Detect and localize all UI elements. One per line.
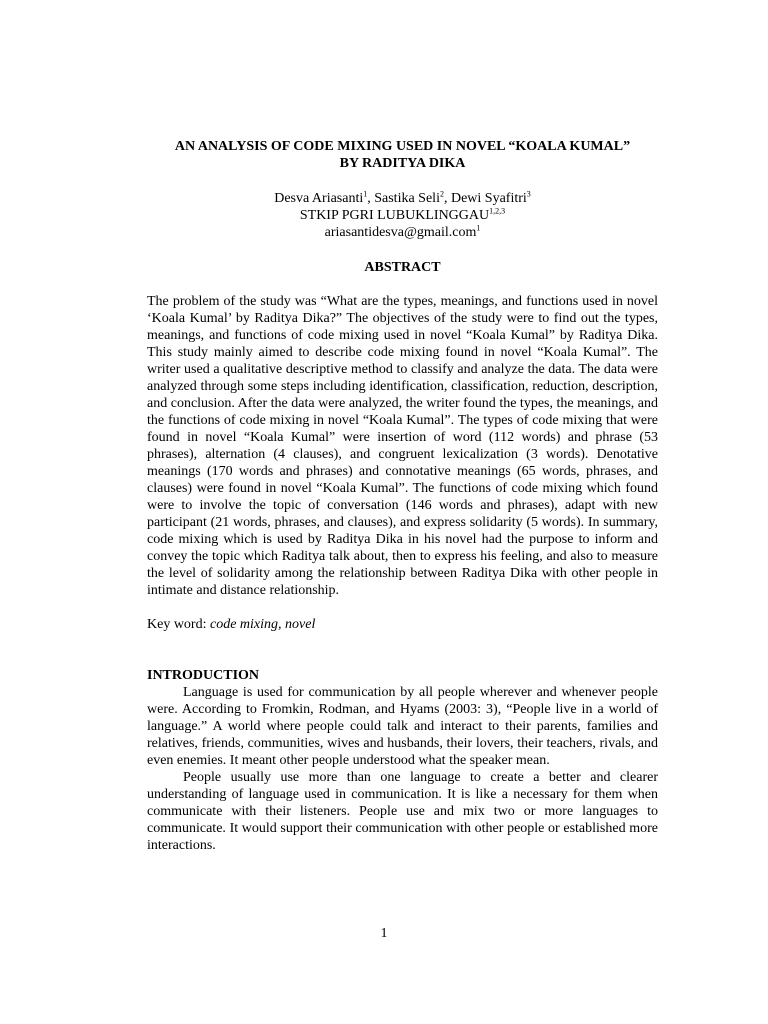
introduction-heading: INTRODUCTION [147,668,260,683]
author-2: Sastika Seli [374,191,440,206]
author-email: ariasantidesva@gmail.com [324,225,477,240]
introduction-paragraph-1: Language is used for communication by all people wherever and whenever people were. According to Fromkin, Rodman, and Hyams (2003: 3), “People live in a world of language.” A world where people could talk and interact to their parents, families and relatives, friends, communities, wives and husbands, their lovers, their teachers, rivals, and even enemies. It meant other people understood what the speaker mean. [147,685,658,768]
affiliation-superscript: 1,2,3 [489,206,506,216]
affiliation-name: STKIP PGRI LUBUKLINGGAU [299,208,490,223]
affiliation [147,207,658,224]
page-content [147,138,658,854]
email-superscript: 1 [476,223,481,233]
keywords-values: code mixing, novel [210,617,316,632]
paper-title-line-1: AN ANALYSIS OF CODE MIXING USED IN NOVEL “KOALA KUMAL” [174,139,631,154]
paper-title-line-2: BY RADITYA DIKA [339,156,466,171]
author-block [147,190,658,241]
keywords-label: Key word: [147,617,210,632]
author-email-line [147,224,658,241]
author-1-superscript: 1 [363,189,368,199]
author-separator-1: , [367,191,375,206]
author-3: Dewi Syafitri [450,191,527,206]
author-2-superscript: 2 [439,189,444,199]
author-names [147,190,658,207]
abstract-heading: ABSTRACT [364,260,441,275]
paper-title [147,138,658,172]
author-separator-2: , [443,191,451,206]
abstract-body: The problem of the study was “What are the types, meanings, and functions used in novel ‘Koala Kumal’ by Raditya Dika?” The objectives of the study were to find out the types, meanings, and functions of code mixing used in novel “Koala Kumal” by Raditya Dika. This study mainly aimed to describe code mixing found in novel “Koala Kumal”. The writer used a qualitative descriptive method to classify and analyze the data. The data were analyzed through some steps including identification, classification, reduction, description, and conclusion. After the data were analyzed, the writer found the types, the meanings, and the functions of code mixing in novel “Koala Kumal”. The types of code mixing that were found in novel “Koala Kumal” were insertion of word (112 words) and phrase (53 phrases), alternation (4 clauses), and congruent lexicalization (3 words). Denotative meanings (170 words and phrases) and connotative meanings (65 words, phrases, and clauses) were found in novel “Koala Kumal”. The functions of code mixing which found were to involve the topic of conversation (146 words and phrases), adapt with new participant (21 words, phrases, and clauses), and express solidarity (5 words). In summary, code mixing which is used by Raditya Dika in his novel had the purpose to inform and convey the topic which Raditya talk about, then to express his feeling, and also to measure the level of solidarity among the relationship between Raditya Dika with other people in intimate and distance relationship. [147,294,658,598]
keywords-line [147,616,658,633]
author-1: Desva Ariasanti [274,191,364,206]
page-number: 1 [380,926,388,941]
author-3-superscript: 3 [526,189,531,199]
introduction-paragraph-2: People usually use more than one language to create a better and clearer understanding of language used in communication. It is like a necessary for them when communicate with their listeners. People use and mix two or more languages to communicate. It would support their communication with other people or established more interactions. [147,770,658,853]
